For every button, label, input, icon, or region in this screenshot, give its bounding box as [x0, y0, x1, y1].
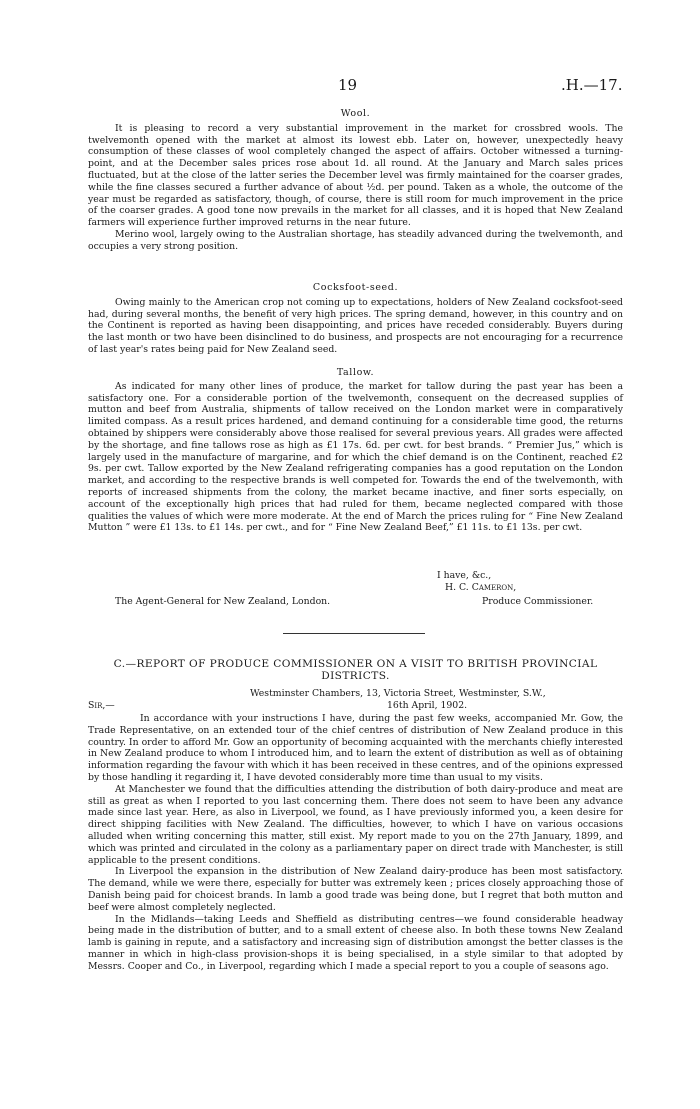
- addressee: The Agent-General for New Zealand, London.: [115, 596, 331, 607]
- report-title: [88, 658, 623, 683]
- report-paragraph-2: At Manchester we found that the difficulties attending the distribution of both dairy-produce and meat are still as great as when I reported to you last concerning them. There does not seem to have been any advance made since last year. Here, as also in Liverpool, we found, as I have previously informed you, a keen desire for direct shipping facilities with New Zealand. The difficulties, however, to which I have on various occasions alluded when writing concerning this matter, still exist. My report made to you on the 27th January, 1899, and which was printed and circulated in the colony as a parliamentary paper on direct trade with Manchester, is still applicable to the present conditions.: [88, 783, 623, 866]
- wool-paragraph: It is pleasing to record a very substantial improvement in the market for crossbred wools. The twelvemonth opened with the market at almost its lowest ebb. Later on, however, unexpectedly heavy consumption of these classes of wool completely changed the aspect of affairs. October witnessed a turning-point, and at the December sales prices rose about 1d. all round. At the January and March sales prices fluctuated, but at the close of the latter series the December level was firmly maintained for the coarser grades, while the fine classes secured a further advance of about ½d. per pound. Taken as a whole, the outcome of the year must be regarded as satisfactory, though, of course, there is still room for much improvement in the price of the coarser grades. A good tone now prevails in the market for all classes, and it is hoped that New Zealand farmers will experience further improved returns in the near future.: [88, 122, 623, 229]
- signatory-title: Produce Commissioner.: [482, 596, 594, 607]
- report-paragraph-1: In accordance with your instructions I have, during the past few weeks, accompanied Mr. Gow, the Trade Representative, on an extended tour of the chief centres of distribution of New Zealand produce in this country. In order to afford Mr. Gow an opportunity of becoming acquainted with the merchants chiefly interested in New Zealand produce to whom I introduced him, and to learn the extent of distribution as well as of obtaining information regarding the favour with which it has been received in these centres, and of the opinions expressed by those handling it regarding it, I have devoted considerably more time than usual to my visits.: [88, 713, 623, 783]
- document-reference: .H.—17.: [561, 76, 623, 94]
- closing-text: I have, &c.,: [437, 570, 492, 581]
- cocksfoot-section: [88, 282, 623, 356]
- report-address: Westminster Chambers, 13, Victoria Street, Westminster, S.W.,: [250, 688, 546, 699]
- report-title-line-2: DISTRICTS.: [321, 670, 390, 683]
- signatory-name: H. C. Cameron,: [445, 582, 517, 593]
- salutation: Sir,—: [88, 700, 115, 711]
- tallow-heading: Tallow.: [336, 367, 375, 378]
- report-paragraph-3: In Liverpool the expansion in the distribution of New Zealand dairy-produce has been most satisfactory. The demand, while we were there, especially for butter was extremely keen ; prices closely approaching those of Danish being paid for choicest brands. In lamb a good trade was being done, but I regret that both mutton and beef were almost completely neglected.: [88, 866, 623, 913]
- report-title-line-1: C.—REPORT OF PRODUCE COMMISSIONER ON A VISIT TO BRITISH PROVINCIAL: [113, 658, 598, 670]
- cocksfoot-paragraph: Owing mainly to the American crop not coming up to expectations, holders of New Zealand cocksfoot-seed had, during several months, the benefit of very high prices. The spring demand, however, in this country and on the Continent is reported as having been disappointing, and prices have receded considerably. Buyers during the last month or two have been disinclined to do business, and prospects are not encouraging for a recurrence of last year's rates being paid for New Zealand seed.: [88, 296, 623, 355]
- report-body: [88, 713, 623, 973]
- tallow-section: [88, 367, 623, 534]
- page-number: 19: [338, 76, 358, 94]
- merino-paragraph: Merino wool, largely owing to the Australian shortage, has steadily advanced during the twelvemonth, and occupies a very strong position.: [88, 228, 623, 252]
- section-divider: [283, 633, 425, 634]
- wool-section: [88, 108, 623, 253]
- wool-heading: Wool.: [340, 108, 371, 119]
- cocksfoot-heading: Cocksfoot-seed.: [312, 282, 399, 293]
- tallow-paragraph: As indicated for many other lines of produce, the market for tallow during the past year has been a satisfactory one. For a considerable portion of the twelvemonth, consequent on the decreased supplies of mutton and beef from Australia, shipments of tallow received on the London market were in comparatively limited compass. As a result prices hardened, and demand continuing for a considerable time good, the returns obtained by shippers were considerably above those realised for several previous years. All grades were affected by the shortage, and fine tallows rose as high as £1 17s. 6d. per cwt. for best brands. “ Premier Jus,” which is largely used in the manufacture of margarine, and for which the chief demand is on the Continent, reached £2 9s. per cwt. Tallow exported by the New Zealand refrigerating companies has a good reputation on the London market, and according to the respective brands is well competed for. Towards the end of the twelvemonth, with reports of increased shipments from the colony, the market became inactive, and finer sorts especially, on account of the exceptionally high prices that had ruled for them, became neglected compared with those qualities the values of which were more moderate. At the end of March the prices ruling for “ Fine New Zealand Mutton ” were £1 13s. to £1 14s. per cwt., and for “ Fine New Zealand Beef,” £1 11s. to £1 13s. per cwt.: [88, 380, 623, 534]
- report-paragraph-4: In the Midlands—taking Leeds and Sheffield as distributing centres—we found considerable headway being made in the distribution of butter, and to a small extent of cheese also. In both these towns New Zealand lamb is gaining in repute, and a satisfactory and increasing sign of distribution amongst the better classes is the manner in which in high-class provision-shops it is being specialised, in a style similar to that adopted by Messrs. Cooper and Co., in Liverpool, regarding which I made a special report to you a couple of seasons ago.: [88, 913, 623, 972]
- report-date: 16th April, 1902.: [387, 700, 468, 711]
